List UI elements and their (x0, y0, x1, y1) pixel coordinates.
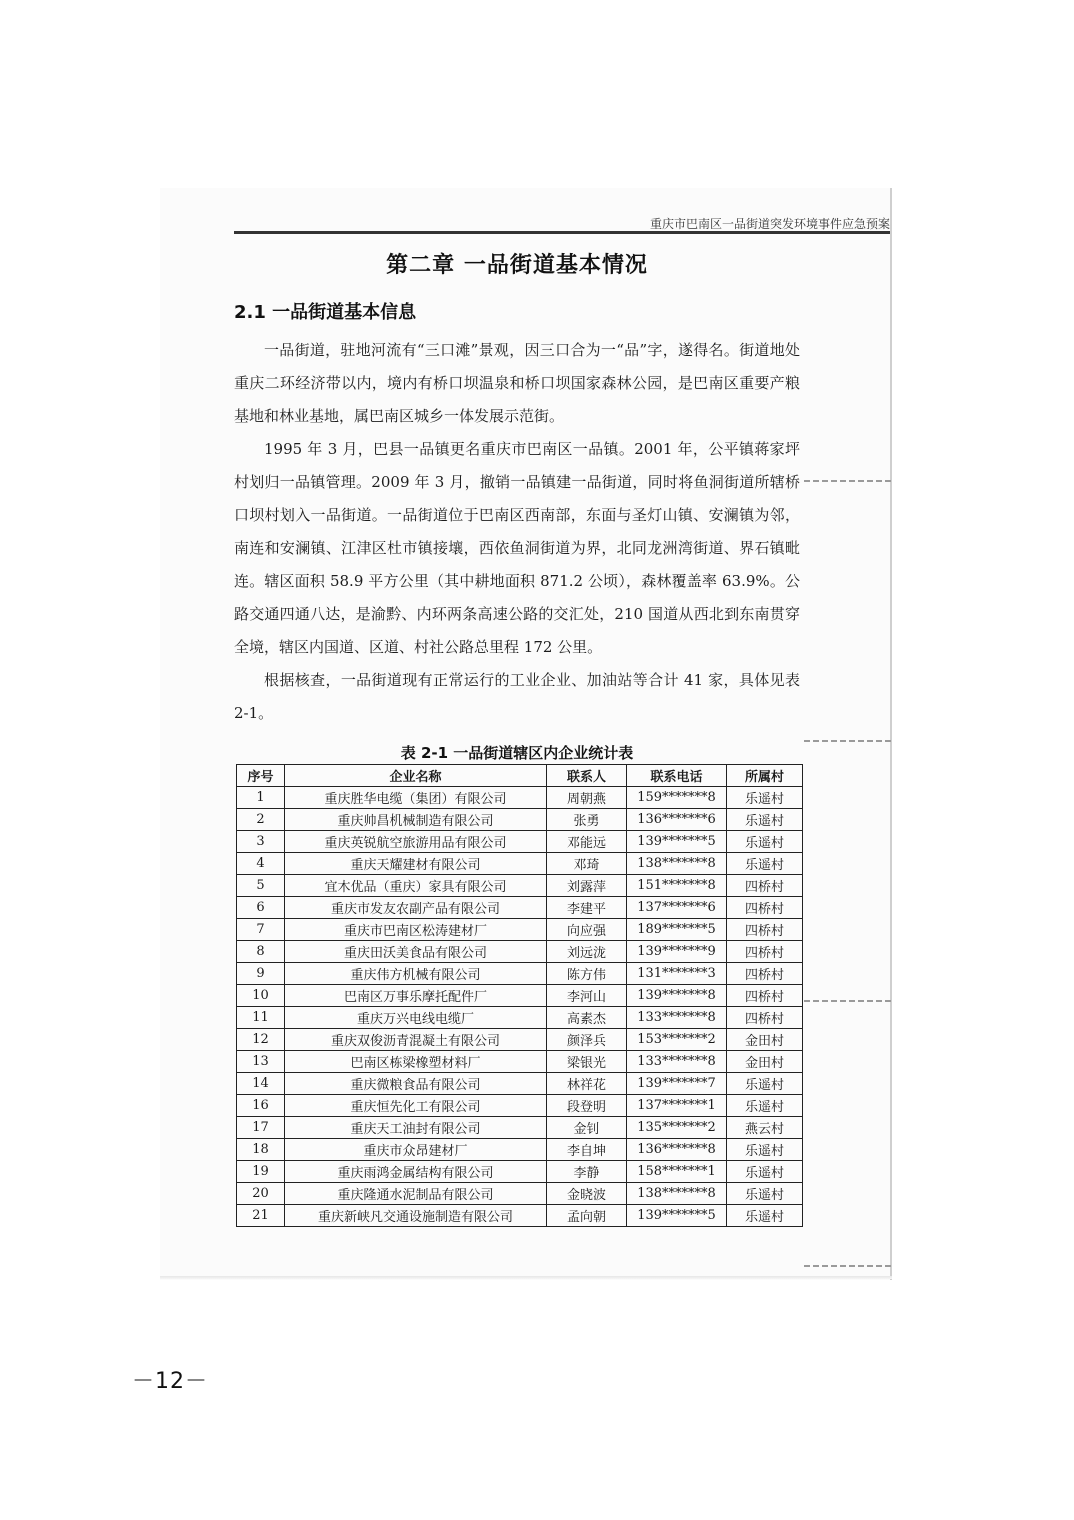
table-cell: 梁银光 (547, 1051, 627, 1073)
table-cell: 139*******9 (627, 941, 727, 963)
table-cell: 133*******8 (627, 1007, 727, 1029)
table-cell: 乐遥村 (727, 787, 803, 809)
table-cell: 重庆田沃美食品有限公司 (285, 941, 547, 963)
table-cell: 1 (237, 787, 285, 809)
table-cell: 9 (237, 963, 285, 985)
table-cell: 高素杰 (547, 1007, 627, 1029)
table-row (237, 941, 803, 963)
table-cell: 乐遥村 (727, 809, 803, 831)
header-cell: 联系人 (547, 765, 627, 787)
table-cell: 巴南区栋梁橡塑材料厂 (285, 1051, 547, 1073)
table-cell: 12 (237, 1029, 285, 1051)
table-cell: 158*******1 (627, 1161, 727, 1183)
table-cell: 16 (237, 1095, 285, 1117)
table-cell: 四桥村 (727, 1007, 803, 1029)
table-cell: 向应强 (547, 919, 627, 941)
table-cell: 李静 (547, 1161, 627, 1183)
table-cell: 陈方伟 (547, 963, 627, 985)
header-cell: 联系电话 (627, 765, 727, 787)
table-cell: 8 (237, 941, 285, 963)
table-cell: 189*******5 (627, 919, 727, 941)
table-cell: 李河山 (547, 985, 627, 1007)
table-cell: 重庆隆通水泥制品有限公司 (285, 1183, 547, 1205)
table-cell: 乐遥村 (727, 831, 803, 853)
page-number: －12－ (132, 1369, 208, 1394)
section-title: 2.1 一品街道基本信息 (234, 302, 417, 323)
table-row (237, 831, 803, 853)
table-row (237, 963, 803, 985)
chapter-title: 第二章 一品街道基本情况 (386, 253, 648, 278)
table-row (237, 1073, 803, 1095)
table-cell: 乐遥村 (727, 1073, 803, 1095)
table-cell: 139*******8 (627, 985, 727, 1007)
table-row (237, 1139, 803, 1161)
table-cell: 段登明 (547, 1095, 627, 1117)
table-cell: 139*******5 (627, 1205, 727, 1227)
paragraph-2 (234, 433, 800, 664)
table-cell: 金田村 (727, 1051, 803, 1073)
running-header: 重庆市巴南区一品街道突发环境事件应急预案 (649, 217, 890, 231)
scan-edge (890, 188, 892, 1280)
table-cell: 20 (237, 1183, 285, 1205)
header-cell: 序号 (237, 765, 285, 787)
paragraph-text: 一品街道，驻地河流有“三口滩”景观，因三口合为一“品”字，遂得名。街道地处重庆二环经济带以内，境内有桥口坝温泉和桥口坝国家森林公园，是巴南区重要产粮基地和林业基地，属巴南区城乡一体发展示范街。 (234, 341, 800, 425)
margin-mark (804, 480, 892, 482)
table-cell: 159*******8 (627, 787, 727, 809)
header-cell: 企业名称 (285, 765, 547, 787)
table-row (237, 875, 803, 897)
table-body (237, 787, 803, 1227)
table-cell: 巴南区万事乐摩托配件厂 (285, 985, 547, 1007)
table-row (237, 1095, 803, 1117)
table-cell: 金田村 (727, 1029, 803, 1051)
table-cell: 13 (237, 1051, 285, 1073)
table-cell: 3 (237, 831, 285, 853)
table-cell: 乐遥村 (727, 1139, 803, 1161)
table-row (237, 1029, 803, 1051)
table-cell: 11 (237, 1007, 285, 1029)
paragraph-text: 1995 年 3 月，巴县一品镇更名重庆市巴南区一品镇。2001 年，公平镇蒋家坪村划归一品镇管理。2009 年 3 月，撤销一品镇建一品街道，同时将鱼洞街道所辖桥口坝村划入一品街道。一品街道位于巴南区西南部，东面与圣灯山镇、安澜镇为邻，南连和安澜镇、江津区杜市镇接壤，西依鱼洞街道为界，北同龙洲湾街道、界石镇毗连。辖区面积 58.9 平方公里（其中耕地面积 871.2 公顷），森林覆盖率 63.9%。公路交通四通八达，是渝黔、内环两条高速公路的交汇处，210 国道从西北到东南贯穿全境，辖区内国道、区道、村社公路总里程 172 公里。 (234, 440, 800, 656)
table-cell: 林祥花 (547, 1073, 627, 1095)
table-cell: 张勇 (547, 809, 627, 831)
table-row (237, 1205, 803, 1227)
table-header-row (237, 765, 803, 787)
table-cell: 21 (237, 1205, 285, 1227)
table-cell: 136*******8 (627, 1139, 727, 1161)
table-cell: 133*******8 (627, 1051, 727, 1073)
table-cell: 刘远泷 (547, 941, 627, 963)
table-row (237, 809, 803, 831)
table-cell: 151*******8 (627, 875, 727, 897)
table-cell: 乐遥村 (727, 1161, 803, 1183)
table-cell: 四桥村 (727, 875, 803, 897)
enterprise-table (236, 764, 803, 1227)
table-cell: 139*******7 (627, 1073, 727, 1095)
table-cell: 刘露萍 (547, 875, 627, 897)
table-cell: 重庆市发友农副产品有限公司 (285, 897, 547, 919)
table-cell: 四桥村 (727, 963, 803, 985)
table-cell: 10 (237, 985, 285, 1007)
table-row (237, 1117, 803, 1139)
table-cell: 邓琦 (547, 853, 627, 875)
table-cell: 重庆双俊沥青混凝土有限公司 (285, 1029, 547, 1051)
paragraph-1 (234, 334, 800, 433)
table-row (237, 787, 803, 809)
table-cell: 金晓波 (547, 1183, 627, 1205)
margin-mark (804, 740, 892, 742)
table-cell: 重庆恒先化工有限公司 (285, 1095, 547, 1117)
table-cell: 金钊 (547, 1117, 627, 1139)
table-cell: 重庆天工油封有限公司 (285, 1117, 547, 1139)
table-cell: 乐遥村 (727, 853, 803, 875)
table-cell: 颜泽兵 (547, 1029, 627, 1051)
margin-mark (804, 1265, 892, 1267)
table-cell: 18 (237, 1139, 285, 1161)
table-cell: 四桥村 (727, 897, 803, 919)
table-row (237, 1183, 803, 1205)
table-cell: 重庆市众昂建材厂 (285, 1139, 547, 1161)
table-cell: 李建平 (547, 897, 627, 919)
table-cell: 138*******8 (627, 853, 727, 875)
scan-edge (160, 1276, 892, 1279)
table-caption: 表 2-1 一品街道辖区内企业统计表 (400, 744, 634, 762)
table-row (237, 1051, 803, 1073)
table-cell: 重庆英锐航空旅游用品有限公司 (285, 831, 547, 853)
table-row (237, 853, 803, 875)
table-cell: 153*******2 (627, 1029, 727, 1051)
table-row (237, 897, 803, 919)
table-cell: 135*******2 (627, 1117, 727, 1139)
table-cell: 19 (237, 1161, 285, 1183)
table-cell: 5 (237, 875, 285, 897)
table-cell: 重庆新峡凡交通设施制造有限公司 (285, 1205, 547, 1227)
table-cell: 4 (237, 853, 285, 875)
header-cell: 所属村 (727, 765, 803, 787)
table-cell: 四桥村 (727, 919, 803, 941)
table-cell: 137*******6 (627, 897, 727, 919)
table-cell: 138*******8 (627, 1183, 727, 1205)
table-cell: 7 (237, 919, 285, 941)
header-rule (234, 231, 890, 234)
table-row (237, 1007, 803, 1029)
table-cell: 四桥村 (727, 985, 803, 1007)
table-cell: 李自坤 (547, 1139, 627, 1161)
table-row (237, 1161, 803, 1183)
table-cell: 重庆微粮食品有限公司 (285, 1073, 547, 1095)
table-row (237, 919, 803, 941)
table-cell: 2 (237, 809, 285, 831)
table-cell: 137*******1 (627, 1095, 727, 1117)
table-cell: 重庆雨鸿金属结构有限公司 (285, 1161, 547, 1183)
table-cell: 17 (237, 1117, 285, 1139)
table-cell: 重庆市巴南区松涛建材厂 (285, 919, 547, 941)
table-cell: 重庆万兴电线电缆厂 (285, 1007, 547, 1029)
table-cell: 重庆胜华电缆（集团）有限公司 (285, 787, 547, 809)
table-cell: 周朝燕 (547, 787, 627, 809)
table-cell: 孟向朝 (547, 1205, 627, 1227)
table-cell: 宜木优品（重庆）家具有限公司 (285, 875, 547, 897)
table-cell: 139*******5 (627, 831, 727, 853)
table-cell: 邓能远 (547, 831, 627, 853)
table-cell: 6 (237, 897, 285, 919)
table-cell: 乐遥村 (727, 1183, 803, 1205)
table-cell: 重庆天耀建材有限公司 (285, 853, 547, 875)
margin-mark (804, 1000, 892, 1002)
table-cell: 燕云村 (727, 1117, 803, 1139)
table-cell: 131*******3 (627, 963, 727, 985)
table-cell: 重庆帅昌机械制造有限公司 (285, 809, 547, 831)
paragraph-3 (234, 664, 800, 730)
table-cell: 14 (237, 1073, 285, 1095)
table-row (237, 985, 803, 1007)
paragraph-text: 根据核查，一品街道现有正常运行的工业企业、加油站等合计 41 家，具体见表 2-1。 (234, 671, 800, 722)
table-cell: 136*******6 (627, 809, 727, 831)
table-cell: 四桥村 (727, 941, 803, 963)
table-cell: 乐遥村 (727, 1205, 803, 1227)
table-cell: 乐遥村 (727, 1095, 803, 1117)
table-cell: 重庆伟方机械有限公司 (285, 963, 547, 985)
